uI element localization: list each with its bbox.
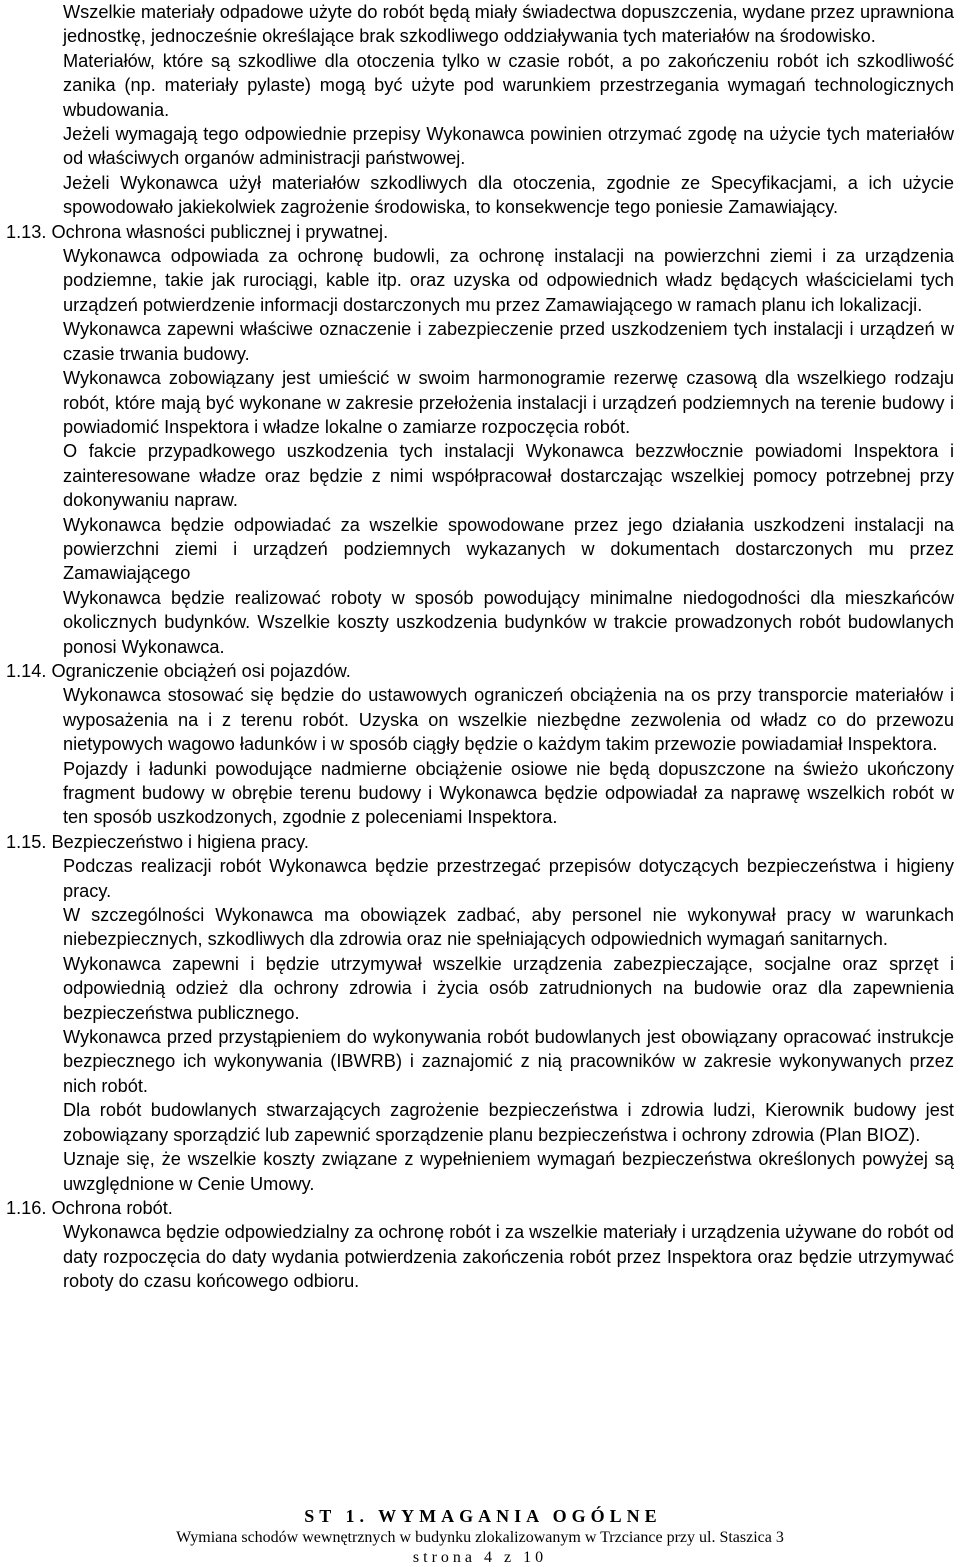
paragraph: Wykonawca stosować się będzie do ustawowych ograniczeń obciążenia na os przy transporcie materiałów i wyposażenia na i z terenu robót. Uzyska on wszelkie niezbędne zezwolenia od władz co do przewozu nietypowych wagowo ładunków i w sposób ciągły będzie o każdym takim przewozie powiadamiał Inspektora. [63,685,954,755]
paragraph: Wykonawca przed przystąpieniem do wykonywania robót budowlanych jest obowiązany opracować instrukcje bezpiecznego ich wykonywania (IBWRB) i zaznajomić z nią pracowników w zakresie wykonywanych przez nich robót. [63,1027,954,1096]
section-heading: 1.16. Ochrona robót. [6,1197,173,1218]
paragraph: Wykonawca odpowiada za ochronę budowli, za ochronę instalacji na powierzchni ziemi i za urządzenia podziemne, takie jak rurociągi, kable itp. oraz uzyska od odpowiednich władz będących właścicielami tych urządzeń potwierdzenie informacji dostarczonych mu przez Zamawiającego w ramach planu ich lokalizacji. [63,246,954,315]
footer-subtitle: Wymiana schodów wewnętrznych w budynku zlokalizowanym w Trzciance przy ul. Staszica 3 [176,1529,784,1546]
paragraph: W szczególności Wykonawca ma obowiązek zadbać, aby personel nie wykonywał pracy w warunkach niebezpiecznych, szkodliwych dla zdrowia oraz nie spełniających odpowiednich wymagań sanitarnych. [63,905,954,950]
paragraph: Wykonawca będzie odpowiedzialny za ochronę robót i za wszelkie materiały i urządzenia używane do robót od daty rozpoczęcia do daty wydania potwierdzenia zakończenia robót przez Inspektora oraz będzie utrzymywać roboty do czasu końcowego odbioru. [63,1222,954,1292]
paragraph: Wszelkie materiały odpadowe użyte do robót będą miały świadectwa dopuszczenia, wydane przez uprawniona jednostkę, jednocześnie określające brak szkodliwego oddziaływania tych materiałów na środowisko. [63,2,954,47]
paragraph: Podczas realizacji robót Wykonawca będzie przestrzegać przepisów dotyczących bezpieczeństwa i higieny pracy. [63,856,954,901]
paragraph: Uznaje się, że wszelkie koszty związane z wypełnieniem wymagań bezpieczeństwa określonych powyżej są uwzględnione w Cenie Umowy. [63,1149,954,1194]
paragraph: O fakcie przypadkowego uszkodzenia tych instalacji Wykonawca bezzwłocznie powiadomi Inspektora i zainteresowane władze oraz będzie z nimi współpracował dostarczając wszelkiej pomocy potrzebnej przy dokonywaniu napraw. [63,441,954,511]
paragraph: Pojazdy i ładunki powodujące nadmierne obciążenie osiowe nie będą dopuszczone na świeżo ukończony fragment budowy w obrębie terenu budowy i Wykonawca będzie odpowiadał za naprawę wszelkich robót w ten sposób uszkodzonych, zgodnie z poleceniami Inspektora. [63,758,954,828]
paragraph: Wykonawca zapewni i będzie utrzymywał wszelkie urządzenia zabezpieczające, socjalne oraz sprzęt i odpowiednią odzież dla ochrony zdrowia i życia osób zatrudnionych na budowie oraz dla zapewnienia bezpieczeństwa publicznego. [63,953,954,1023]
paragraph: Jeżeli Wykonawca użył materiałów szkodliwych dla otoczenia, zgodnie ze Specyfikacjami, a ich użycie spowodowało jakiekolwiek zagrożenie środowiska, to konsekwencje tego poniesie Zamawiający. [63,172,954,218]
paragraph: Wykonawca zobowiązany jest umieścić w swoim harmonogramie rezerwę czasową dla wszelkiego rodzaju robót, które mają być wykonane w zakresie przełożenia instalacji i urządzeń podziemnych na terenie budowy i powiadomić Inspektora i władze lokalne o zamiarze rozpoczęcia robót. [63,368,954,437]
paragraph: Wykonawca będzie odpowiadać za wszelkie spowodowane przez jego działania uszkodzeni instalacji na powierzchni ziemi i urządzeń podziemnych wykazanych w dokumentach dostarczonych mu przez Zamawiającego [63,514,954,584]
footer-title: ST 1. WYMAGANIA OGÓLNE [304,1506,662,1526]
paragraph: Wykonawca zapewni właściwe oznaczenie i zabezpieczenie przed uszkodzeniem tych instalacji i urządzeń w czasie trwania budowy. [63,319,954,364]
section-heading: 1.15. Bezpieczeństwo i higiena pracy. [6,831,309,852]
paragraph: Materiałów, które są szkodliwe dla otoczenia tylko w czasie robót, a po zakończeniu robót ich szkodliwość zanika (np. materiały pylaste) mogą być użyte pod warunkiem przestrzegania wymagań technologicznych wbudowania. [63,50,954,120]
page-number: strona 4 z 10 [412,1549,548,1566]
paragraph: Wykonawca będzie realizować roboty w sposób powodujący minimalne niedogodności dla mieszkańców okolicznych budynków. Wszelkie koszty uszkodzenia budynków w trakcie prowadzonych robót budowlanych ponosi Wykonawca. [63,587,954,657]
section-heading: 1.14. Ograniczenie obciążeń osi pojazdów. [6,660,351,681]
section-heading: 1.13. Ochrona własności publicznej i prywatnej. [6,221,389,242]
paragraph: Jeżeli wymagają tego odpowiednie przepisy Wykonawca powinien otrzymać zgodę na użycie tych materiałów od właściwych organów administracji państwowej. [63,124,954,169]
page-footer [0,1505,960,1567]
paragraph: Dla robót budowlanych stwarzających zagrożenie bezpieczeństwa i zdrowia ludzi, Kierownik budowy jest zobowiązany sporządzić lub zapewnić sporządzenie planu bezpieczeństwa i ochrony zdrowia (Plan BIOZ). [63,1100,954,1145]
